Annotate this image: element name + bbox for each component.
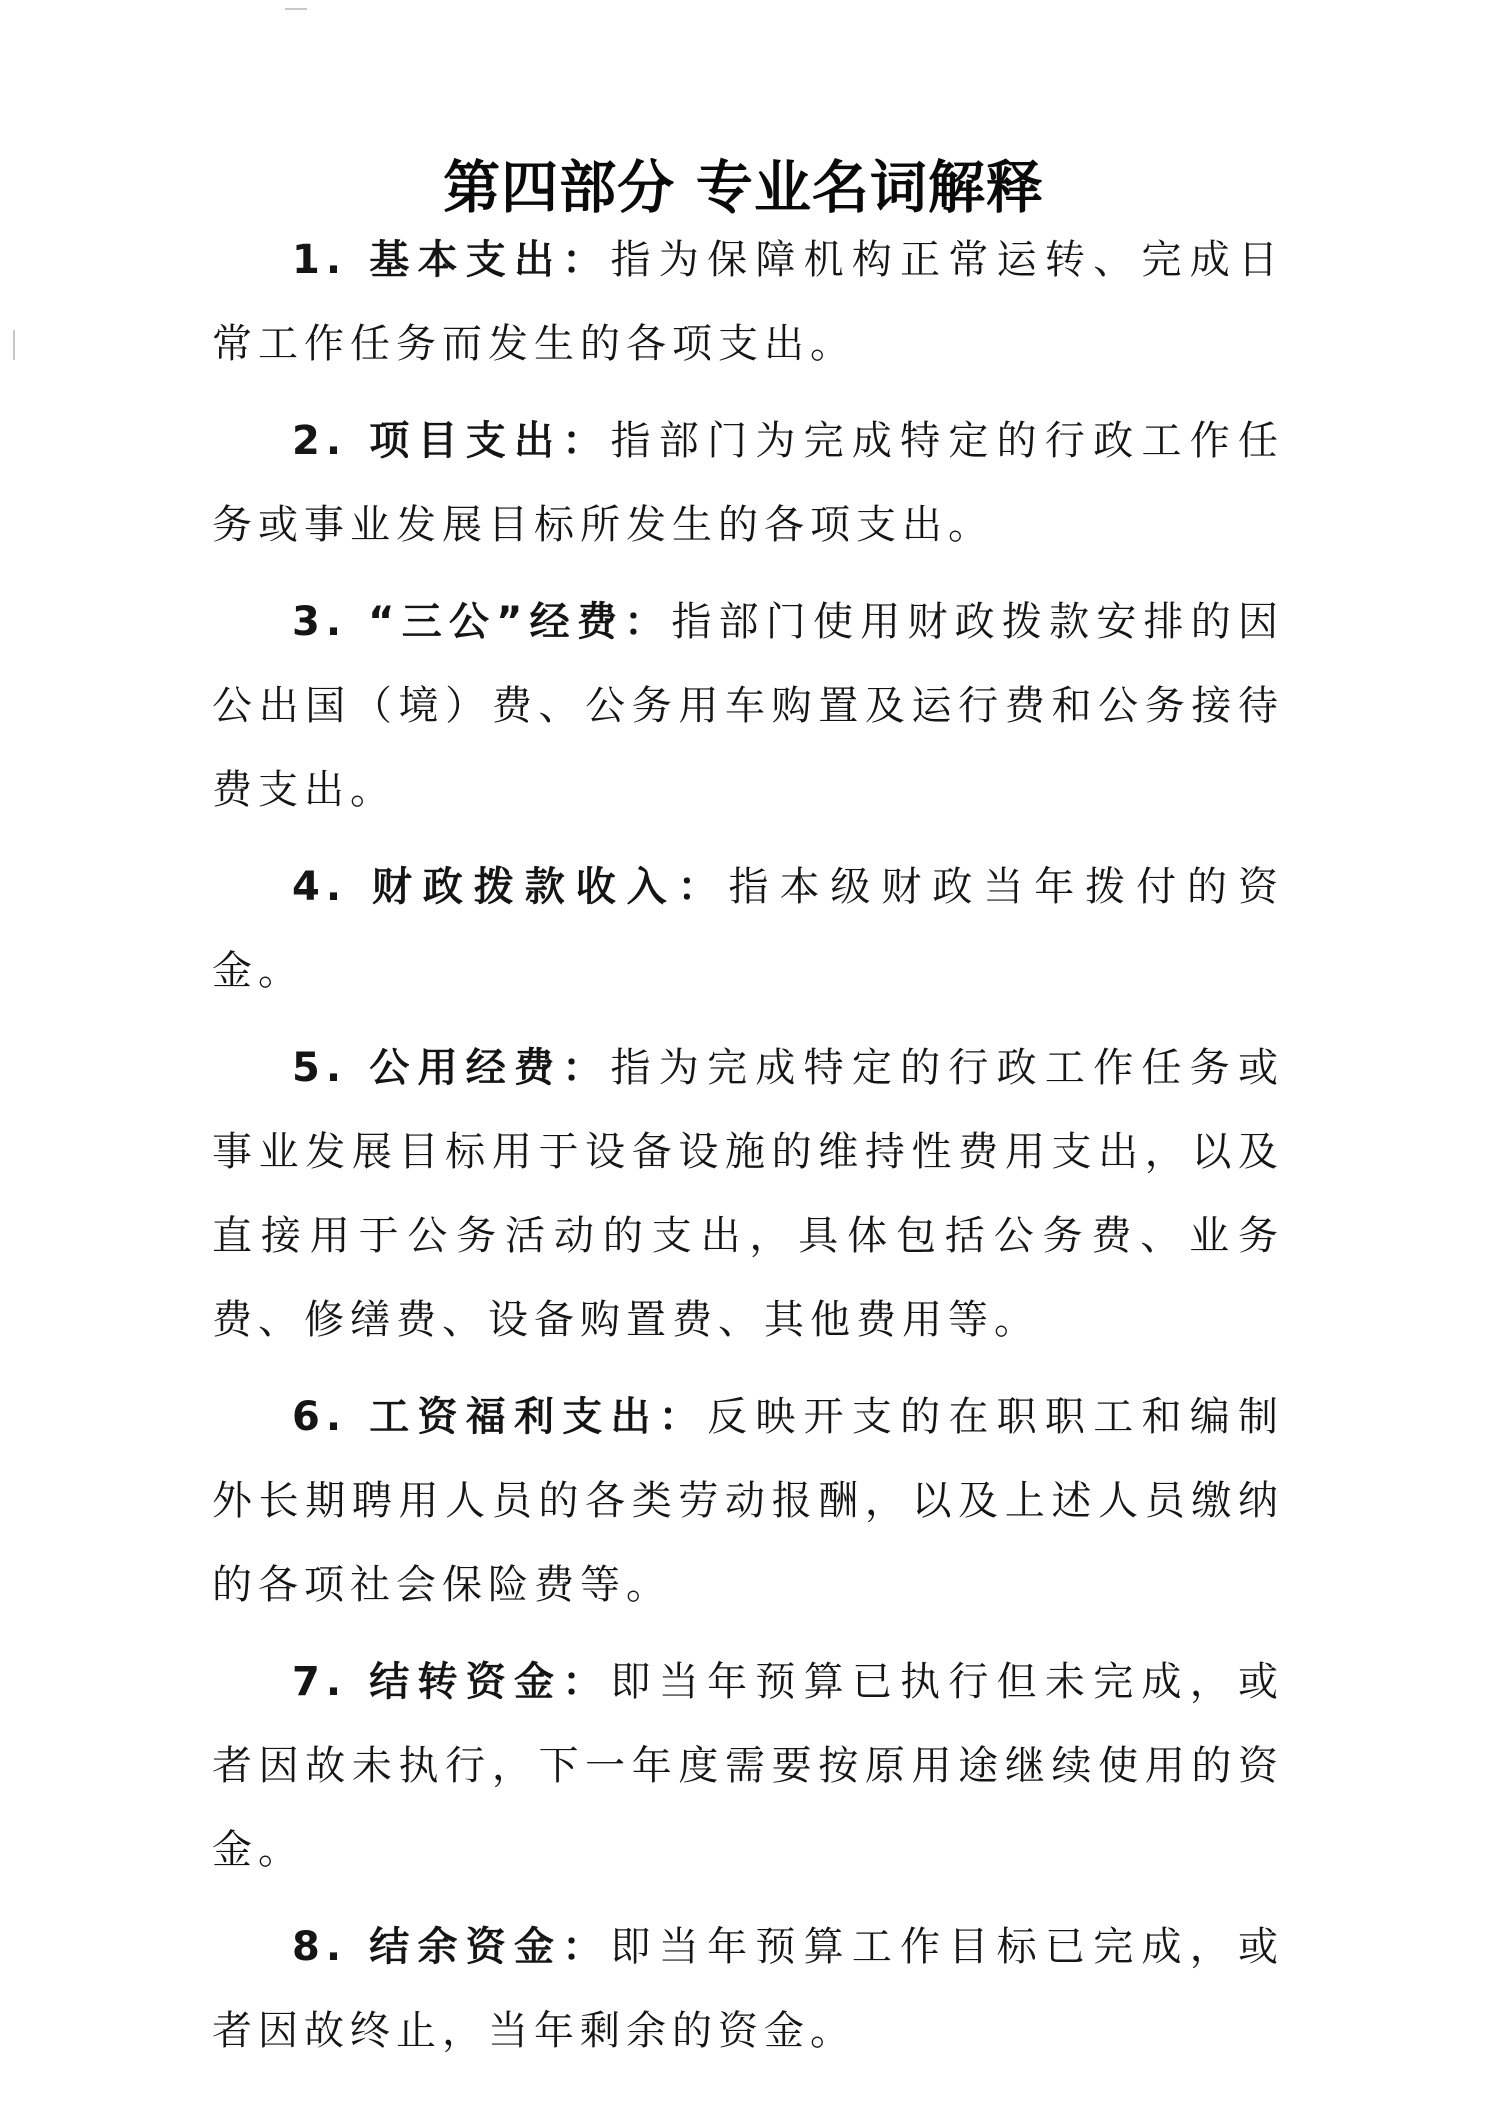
definition-item-wage-welfare-expenditure xyxy=(212,1375,1284,1627)
definition-text: 即当年预算已执行但未完成，或者因故未执行，下一年度需要按原用途继续使用的资金。 xyxy=(212,1659,1284,1873)
definition-term: 4. 财政拨款收入： xyxy=(292,864,729,910)
definition-term: 2. 项目支出： xyxy=(292,418,611,464)
definitions-list xyxy=(212,218,1284,2086)
definition-text: 指为完成特定的行政工作任务或事业发展目标用于设备设施的维持性费用支出，以及直接用于公务活动的支出，具体包括公务费、业务费、修缮费、设备购置费、其他费用等。 xyxy=(212,1045,1284,1343)
definition-term: 5. 公用经费： xyxy=(292,1045,611,1091)
scan-artifact-top xyxy=(285,8,307,10)
definition-item-carryover-funds xyxy=(212,1640,1284,1892)
definition-term: 8. 结余资金： xyxy=(292,1924,611,1970)
scan-artifact-left xyxy=(13,330,15,360)
definition-term: 6. 工资福利支出： xyxy=(292,1394,708,1440)
definition-text: 指部门使用财政拨款安排的因公出国（境）费、公务用车购置及运行费和公务接待费支出。 xyxy=(212,599,1285,813)
definition-text: 即当年预算工作目标已完成，或者因故终止，当年剩余的资金。 xyxy=(212,1924,1284,2054)
definition-item-public-funds xyxy=(212,1026,1284,1362)
definition-item-surplus-funds xyxy=(212,1905,1284,2073)
definition-term: 3. “三公”经费： xyxy=(292,599,672,645)
definition-item-project-expenditure xyxy=(212,399,1284,567)
definition-text: 指本级财政当年拨付的资金。 xyxy=(212,864,1285,994)
definition-term: 7. 结转资金： xyxy=(292,1659,611,1705)
definition-item-basic-expenditure xyxy=(212,218,1284,386)
definition-text: 指部门为完成特定的行政工作任务或事业发展目标所发生的各项支出。 xyxy=(212,418,1284,548)
page-title: 第四部分 专业名词解释 xyxy=(443,155,1044,222)
definition-text: 反映开支的在职职工和编制外长期聘用人员的各类劳动报酬，以及上述人员缴纳的各项社会保险费等。 xyxy=(212,1394,1284,1608)
definition-text: 指为保障机构正常运转、完成日常工作任务而发生的各项支出。 xyxy=(212,237,1284,367)
definition-term: 1. 基本支出： xyxy=(292,237,611,283)
definition-item-fiscal-appropriation-income xyxy=(212,845,1284,1013)
definition-item-three-public-funds xyxy=(212,580,1284,832)
